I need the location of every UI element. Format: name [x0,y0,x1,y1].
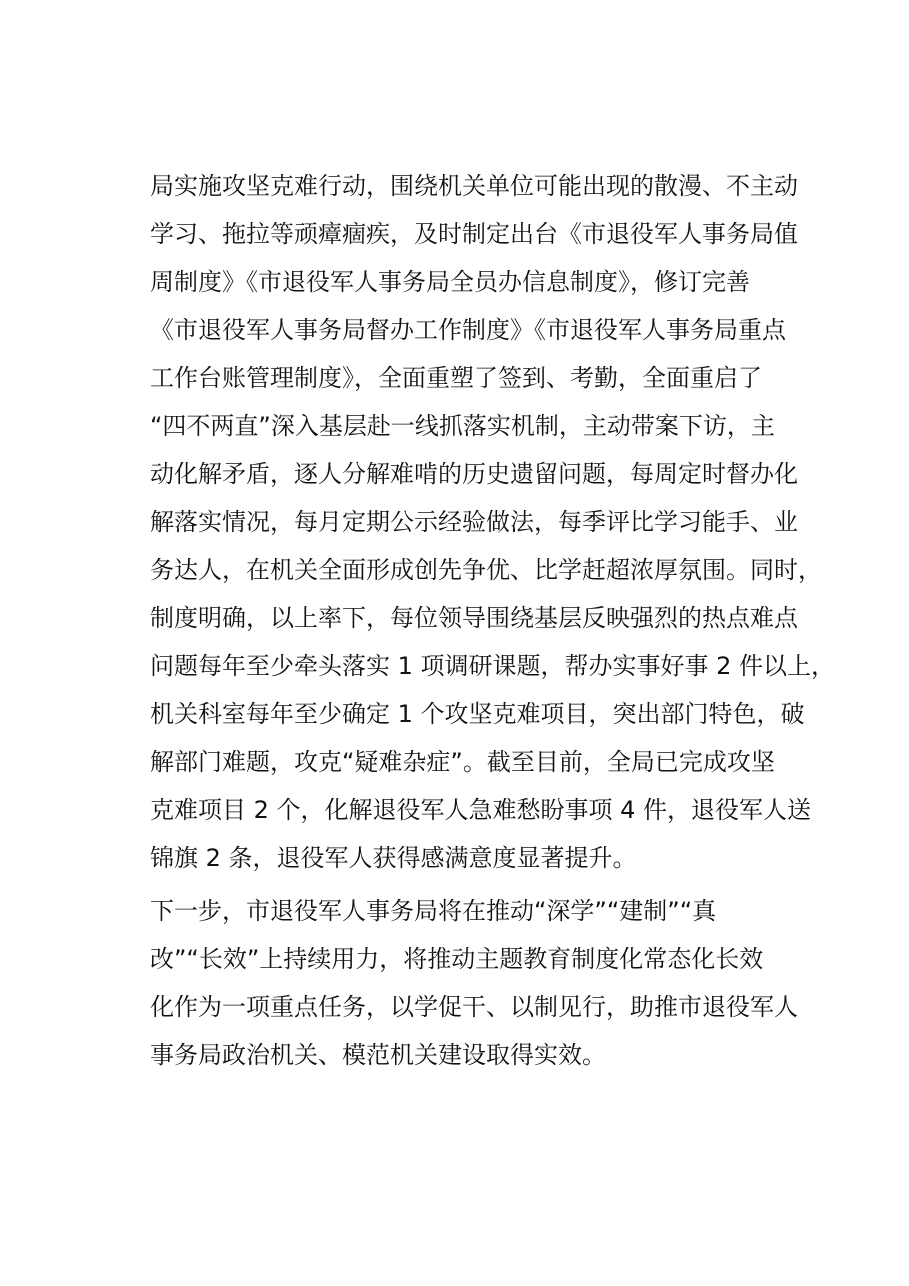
paragraph-line: 学习、拖拉等顽瘴痼疾，及时制定出台《市退役军人事务局值 [150,220,798,248]
paragraph-line: 制度明确，以上率下，每位领导围绕基层反映强烈的热点难点 [150,604,798,632]
paragraph-line: 《市退役军人事务局督办工作制度》《市退役军人事务局重点 [150,316,786,344]
paragraph-line: 务达人，在机关全面形成创先争优、比学赶超浓厚氛围。同时， [150,556,822,584]
paragraph-line: 化作为一项重点任务，以学促干、以制见行，助推市退役军人 [150,993,798,1021]
paragraph-line: 下一步，市退役军人事务局将在推动“深学”“建制”“真 [150,897,717,925]
paragraph-line: 工作台账管理制度》，全面重塑了签到、考勤，全面重启了 [150,364,762,392]
paragraph-line: 问题每年至少牵头落实 1 项调研课题，帮办实事好事 2 件以上， [150,652,836,680]
paragraph-line: 事务局政治机关、模范机关建设取得实效。 [150,1041,606,1069]
paragraph-line: 局实施攻坚克难行动，围绕机关单位可能出现的散漫、不主动 [150,172,798,200]
paragraph-1 [150,162,836,882]
paragraph-line: 改”“长效”上持续用力，将推动主题教育制度化常态化长效 [150,945,764,973]
paragraph-2 [150,887,810,1079]
paragraph-line: 克难项目 2 个，化解退役军人急难愁盼事项 4 件，退役军人送 [150,796,812,824]
paragraph-line: “四不两直”深入基层赴一线抓落实机制，主动带案下访，主 [150,412,775,440]
paragraph-line: 锦旗 2 条，退役军人获得感满意度显著提升。 [150,844,637,872]
paragraph-line: 周制度》《市退役军人事务局全员办信息制度》，修订完善 [150,268,750,296]
paragraph-line: 机关科室每年至少确定 1 个攻坚克难项目，突出部门特色，破 [150,700,805,728]
paragraph-line: 解落实情况，每月定期公示经验做法，每季评比学习能手、业 [150,508,798,536]
paragraph-line: 动化解矛盾，逐人分解难啃的历史遗留问题，每周定时督办化 [150,460,798,488]
paragraph-line: 解部门难题，攻克“疑难杂症”。截至目前，全局已完成攻坚 [150,748,775,776]
